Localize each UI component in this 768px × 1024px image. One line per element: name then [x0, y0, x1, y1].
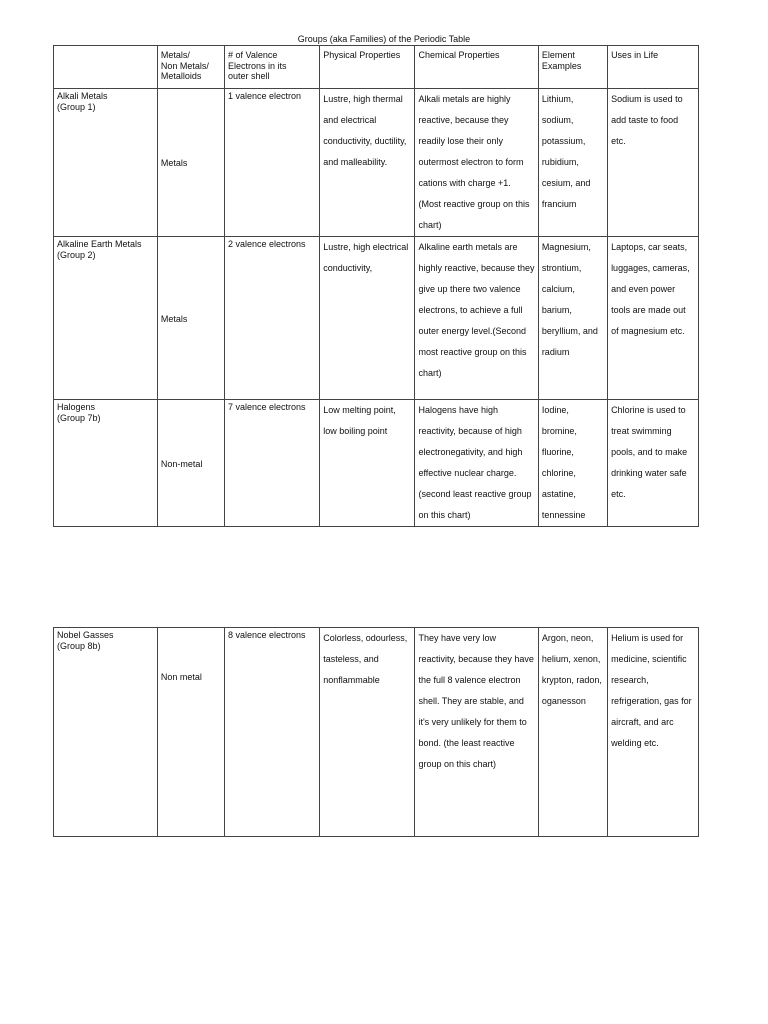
- uses-cell: Laptops, car seats, luggages, cameras, and even power tools are made out of magnesium etc.: [608, 237, 699, 400]
- physical-properties-cell: Lustre, high electrical conductivity,: [320, 237, 415, 400]
- physical-properties-cell: Colorless, odourless, tasteless, and nonflammable: [320, 628, 415, 837]
- element-examples-cell: Magnesium, strontium, calcium, barium, beryllium, and radium: [538, 237, 607, 400]
- header-cell-physical: Physical Properties: [320, 46, 415, 89]
- uses-cell: Sodium is used to add taste to food etc.: [608, 89, 699, 237]
- valence-cell: 8 valence electrons: [224, 628, 319, 837]
- valence-cell: 1 valence electron: [224, 89, 319, 237]
- physical-properties-cell: Low melting point, low boiling point: [320, 400, 415, 527]
- header-cell-valence: # of Valence Electrons in its outer shell: [224, 46, 319, 89]
- group-name-cell: Halogens (Group 7b): [54, 400, 158, 527]
- header-cell-chemical: Chemical Properties: [415, 46, 538, 89]
- element-examples-cell: Lithium, sodium, potassium, rubidium, cesium, and francium: [538, 89, 607, 237]
- table-header-row: [54, 46, 699, 89]
- document-title: Groups (aka Families) of the Periodic Table: [297, 34, 471, 44]
- group-name-cell: Alkali Metals (Group 1): [54, 89, 158, 237]
- table-row: [54, 400, 699, 527]
- metal-type-cell: Non metal: [157, 628, 224, 837]
- chemical-properties-cell: Halogens have high reactivity, because of high electronegativity, and high effective nuclear charge. (second least reactive group on this chart): [415, 400, 538, 527]
- header-cell-type: Metals/ Non Metals/ Metalloids: [157, 46, 224, 89]
- metal-type-cell: Non-metal: [157, 400, 224, 527]
- group-name-cell: Alkaline Earth Metals (Group 2): [54, 237, 158, 400]
- metal-type-cell: Metals: [157, 89, 224, 237]
- element-examples-cell: Iodine, bromine, fluorine, chlorine, astatine, tennessine: [538, 400, 607, 527]
- physical-properties-cell: Lustre, high thermal and electrical conductivity, ductility, and malleability.: [320, 89, 415, 237]
- table-row: [54, 237, 699, 400]
- table-row: [54, 89, 699, 237]
- chemical-properties-cell: They have very low reactivity, because they have the full 8 valence electron shell. They are stable, and it's very unlikely for them to bond. (the least reactive group on this chart): [415, 628, 538, 837]
- chemical-properties-cell: Alkaline earth metals are highly reactive, because they give up there two valence electrons, to achieve a full outer energy level.(Second most reactive group on this chart): [415, 237, 538, 400]
- table-row: [54, 628, 699, 837]
- element-examples-cell: Argon, neon, helium, xenon, krypton, radon, oganesson: [538, 628, 607, 837]
- header-cell-group: [54, 46, 158, 89]
- group-name-cell: Nobel Gasses (Group 8b): [54, 628, 158, 837]
- groups-table-continued: [53, 627, 699, 837]
- uses-cell: Helium is used for medicine, scientific research, refrigeration, gas for aircraft, and arc welding etc.: [608, 628, 699, 837]
- header-cell-examples: Element Examples: [538, 46, 607, 89]
- header-cell-uses: Uses in Life: [608, 46, 699, 89]
- uses-cell: Chlorine is used to treat swimming pools, and to make drinking water safe etc.: [608, 400, 699, 527]
- chemical-properties-cell: Alkali metals are highly reactive, because they readily lose their only outermost electron to form cations with charge +1. (Most reactive group on this chart): [415, 89, 538, 237]
- valence-cell: 7 valence electrons: [224, 400, 319, 527]
- metal-type-cell: Metals: [157, 237, 224, 400]
- valence-cell: 2 valence electrons: [224, 237, 319, 400]
- groups-table: [53, 45, 699, 527]
